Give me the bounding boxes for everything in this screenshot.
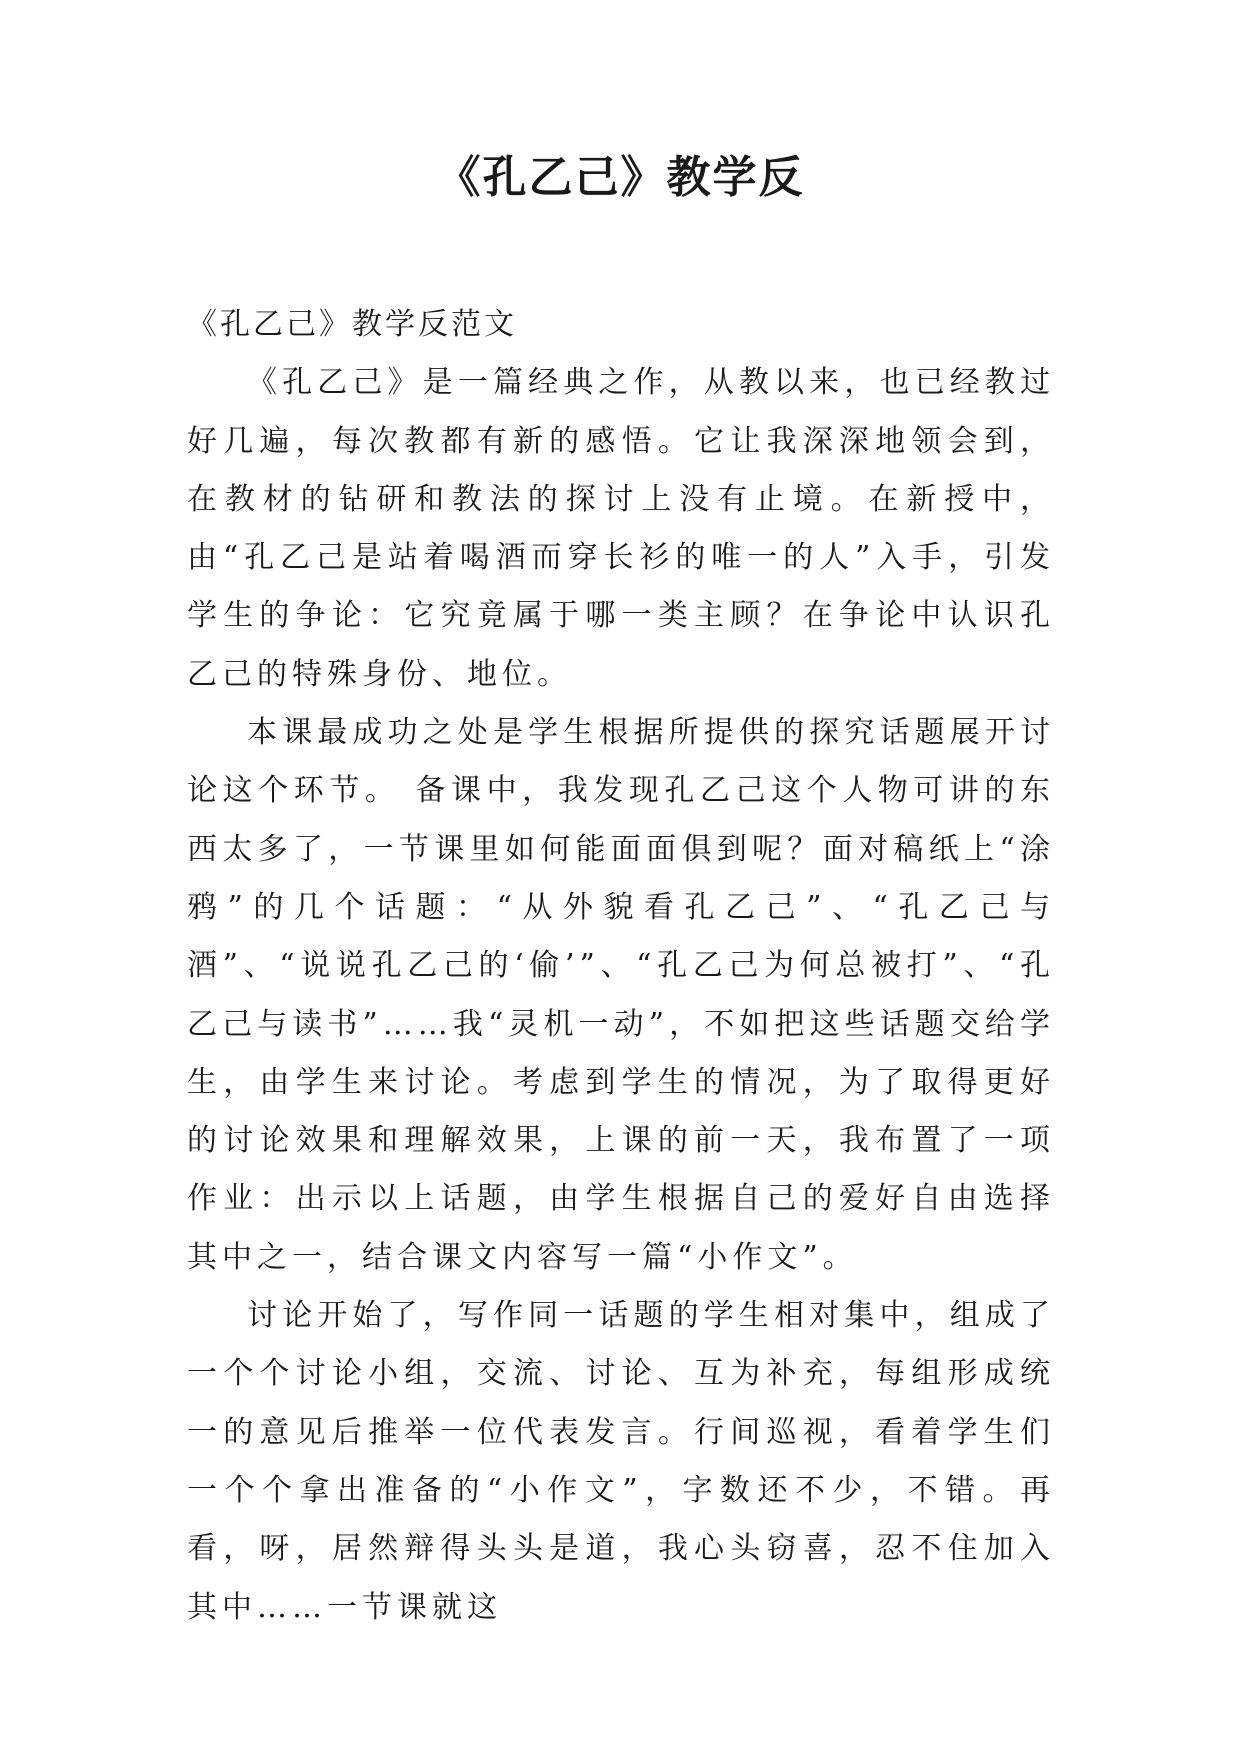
document-title: 《孔乙己》教学反 — [436, 152, 805, 203]
paragraph-1: 《孔乙己》是一篇经典之作，从教以来，也已经教过好几遍，每次教都有新的感悟。它让我深深地领会到，在教材的钻研和教法的探讨上没有止境。在新授中，由“孔乙己是站着喝酒而穿长衫的唯一的人”入手，引发学生的争论：它究竟属于哪一类主顾？在争论中认识孔乙己的特殊身份、地位。 — [187, 365, 1055, 692]
document-subtitle: 《孔乙己》教学反范文 — [187, 307, 517, 342]
paragraph-2: 本课最成功之处是学生根据所提供的探究话题展开讨论这个环节。 备课中，我发现孔乙己这个人物可讲的东西太多了，一节课里如何能面面俱到呢？面对稿纸上“涂鸦”的几个话题：“从外貌看孔乙己”、“孔乙己与酒”、“说说孔乙己的‘偷’”、“孔乙己为何总被打”、“孔乙己与读书”……我“灵机一动”，不如把这些话题交给学生，由学生来讨论。考虑到学生的情况，为了取得更好的讨论效果和理解效果，上课的前一天，我布置了一项作业：出示以上话题，由学生根据自己的爱好自由选择其中之一，结合课文内容写一篇“小作文”。 — [187, 715, 1055, 1275]
paragraph-3: 讨论开始了，写作同一话题的学生相对集中，组成了一个个讨论小组，交流、讨论、互为补充，每组形成统一的意见后推举一位代表发言。行间巡视，看着学生们一个个拿出准备的“小作文”，字数还不少，不错。再看，呀，居然辩得头头是道，我心头窃喜，忍不住加入其中……一节课就这 — [187, 1298, 1055, 1625]
document-body — [187, 296, 1055, 1637]
